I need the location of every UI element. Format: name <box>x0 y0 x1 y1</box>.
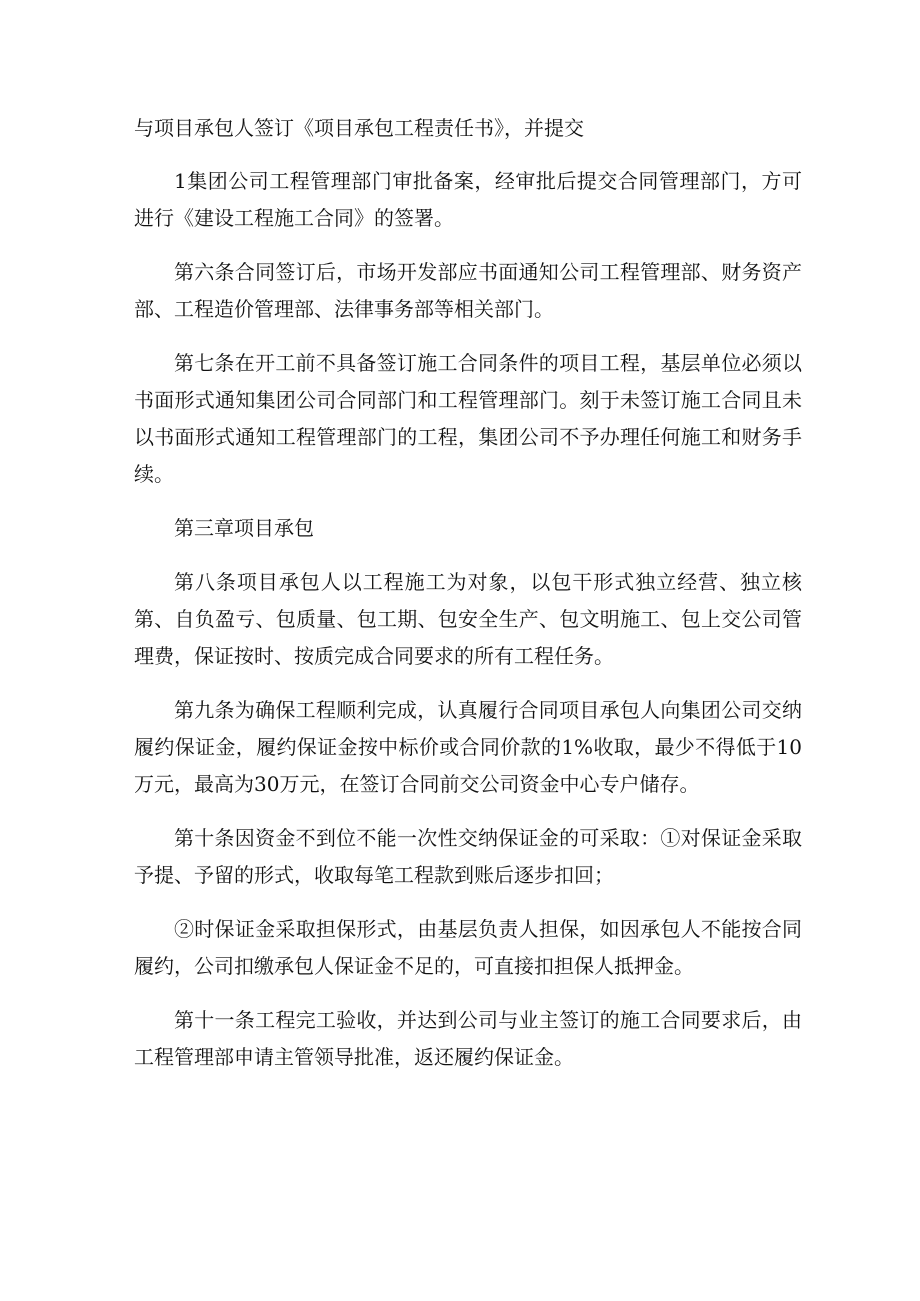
paragraph-article-11: 第十一条工程完工验收，并达到公司与业主签订的施工合同要求后，由工程管理部申请主管领导批准，返还履约保证金。 <box>134 1008 802 1069</box>
paragraph-approval-filing: 1集团公司工程管理部门审批备案，经审批后提交合同管理部门，方可进行《建设工程施工合同》的签署。 <box>134 169 802 230</box>
chapter-heading: 第三章项目承包 <box>174 516 314 540</box>
document-body <box>134 110 802 1076</box>
paragraph-article-6: 第六条合同签订后，市场开发部应书面通知公司工程管理部、财务资产部、工程造价管理部、法律事务部等相关部门。 <box>134 260 802 321</box>
paragraph-article-7: 第七条在开工前不具备签订施工合同条件的项目工程，基层单位必须以书面形式通知集团公司合同部门和工程管理部门。刻于未签订施工合同且未以书面形式通知工程管理部门的工程，集团公司不予办理任何施工和财务手续。 <box>134 351 802 486</box>
paragraph-article-10-item-2: ②时保证金采取担保形式，由基层负责人担保，如因承包人不能按合同履约，公司扣缴承包人保证金不足的，可直接扣担保人抵押金。 <box>134 917 802 978</box>
paragraph-article-10: 第十条因资金不到位不能一次性交纳保证金的可采取：①对保证金采取予提、予留的形式，收取每笔工程款到账后逐步扣回； <box>134 826 802 887</box>
paragraph-continuation: 与项目承包人签订《项目承包工程责任书》，并提交 <box>134 116 584 140</box>
paragraph-article-8: 第八条项目承包人以工程施工为对象，以包干形式独立经营、独立核第、自负盈亏、包质量、包工期、包安全生产、包文明施工、包上交公司管理费，保证按时、按质完成合同要求的所有工程任务。 <box>134 570 802 668</box>
paragraph-article-9: 第九条为确保工程顺利完成，认真履行合同项目承包人向集团公司交纳履约保证金，履约保证金按中标价或合同价款的1%收取，最少不得低于10万元，最高为30万元，在签订合同前交公司资金中心专户储存。 <box>134 698 802 796</box>
